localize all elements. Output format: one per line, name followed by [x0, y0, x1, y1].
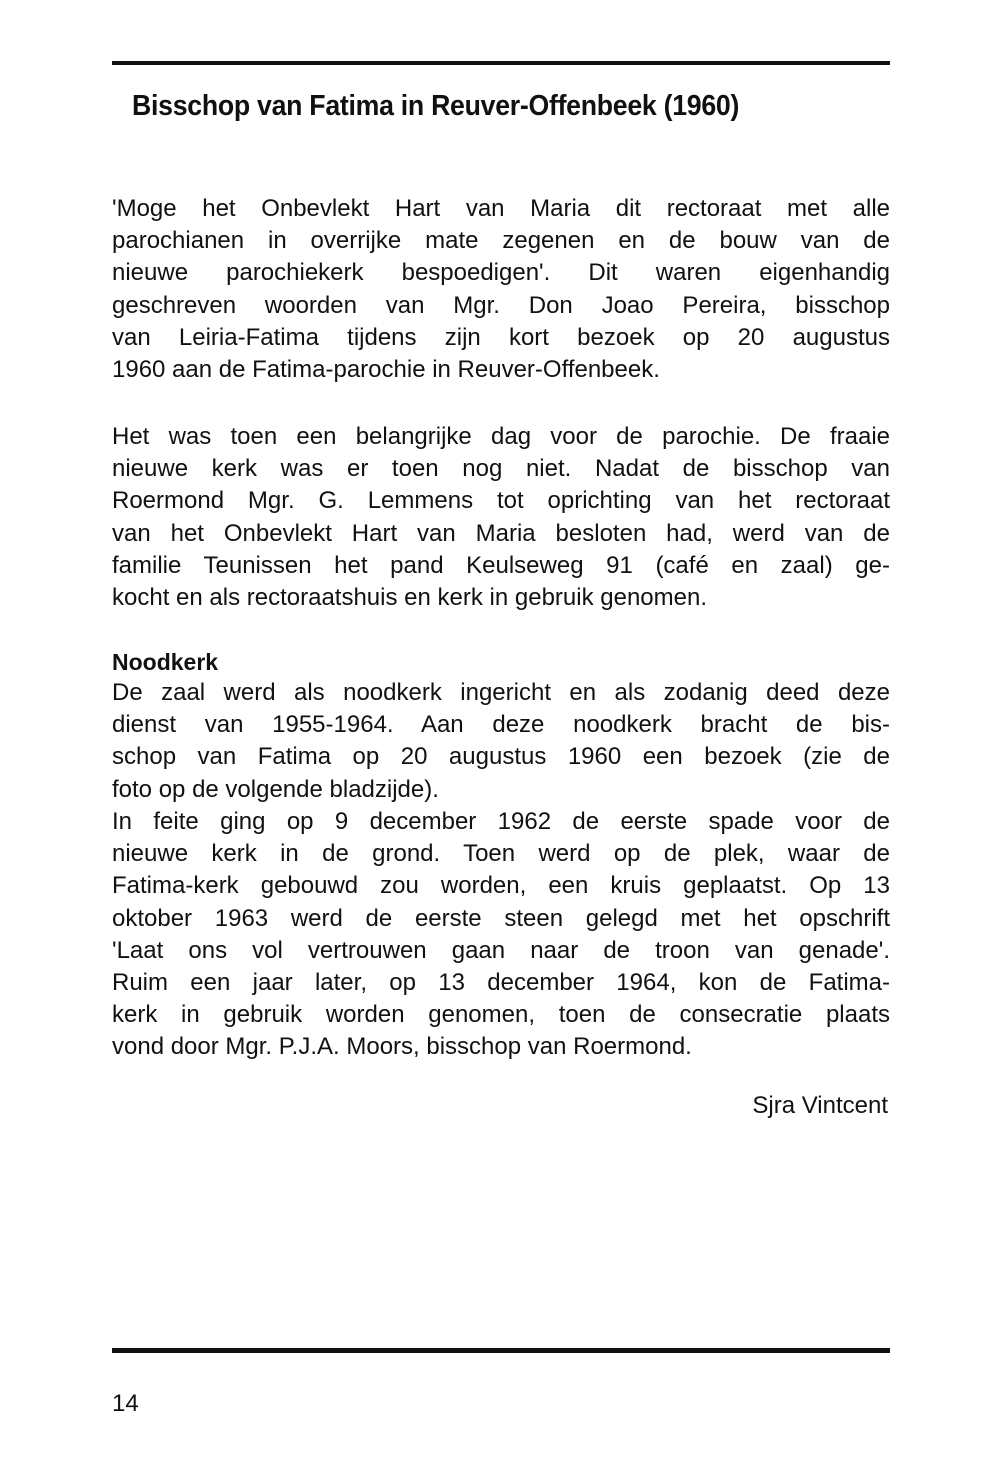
- text-line: 'Moge het Onbevlekt Hart van Maria dit rectoraat met alle: [112, 195, 890, 222]
- text-line: oktober 1963 werd de eerste steen gelegd met het opschrift: [112, 904, 890, 932]
- text-line: nieuwe kerk was er toen nog niet. Nadat de bisschop van: [112, 455, 890, 483]
- text-line: geschreven woorden van Mgr. Don Joao Pereira, bisschop: [112, 291, 890, 319]
- text-line: nieuwe kerk in de grond. Toen werd op de plek, waar de: [112, 840, 890, 868]
- text-line: familie Teunissen het pand Keulseweg 91 (café en zaal) ge-: [112, 551, 890, 579]
- bottom-rule: [112, 1348, 890, 1353]
- page-number: 14: [112, 1390, 139, 1417]
- paragraph-new-church: [112, 806, 890, 1064]
- text-line: Roermond Mgr. G. Lemmens tot oprichting van het rectoraat: [112, 487, 890, 515]
- text-line: parochianen in overrijke mate zegenen en de bouw van de: [112, 227, 890, 255]
- text-line: van Leiria-Fatima tijdens zijn kort bezoek op 20 augustus: [112, 323, 890, 351]
- paragraph-history: [112, 421, 890, 614]
- text-line: 1960 aan de Fatima-parochie in Reuver-Offenbeek.: [112, 355, 660, 383]
- text-line: kerk in gebruik worden genomen, toen de consecratie plaats: [112, 1001, 890, 1029]
- text-line: dienst van 1955-1964. Aan deze noodkerk bracht de bis-: [112, 711, 890, 739]
- paragraph-noodkerk: [112, 677, 890, 806]
- text-line: vond door Mgr. P.J.A. Moors, bisschop van Roermond.: [112, 1033, 692, 1061]
- text-line: kocht en als rectoraatshuis en kerk in gebruik genomen.: [112, 583, 707, 611]
- text-line: schop van Fatima op 20 augustus 1960 een bezoek (zie de: [112, 743, 890, 771]
- text-line: De zaal werd als noodkerk ingericht en als zodanig deed deze: [112, 679, 890, 706]
- text-line: In feite ging op 9 december 1962 de eerste spade voor de: [112, 808, 890, 835]
- section-heading: Noodkerk: [112, 649, 219, 675]
- text-line: Fatima-kerk gebouwd zou worden, een kruis geplaatst. Op 13: [112, 872, 890, 900]
- text-line: foto op de volgende bladzijde).: [112, 775, 439, 803]
- text-line: Ruim een jaar later, op 13 december 1964, kon de Fatima-: [112, 968, 890, 996]
- text-line: van het Onbevlekt Hart van Maria besloten had, werd van de: [112, 519, 890, 547]
- text-line: nieuwe parochiekerk bespoedigen'. Dit waren eigenhandig: [112, 259, 890, 287]
- text-line: 'Laat ons vol vertrouwen gaan naar de troon van genade'.: [112, 936, 890, 964]
- text-line: Het was toen een belangrijke dag voor de parochie. De fraaie: [112, 423, 890, 450]
- paragraph-intro: [112, 193, 890, 386]
- top-rule: [112, 61, 890, 65]
- page-title: Bisschop van Fatima in Reuver-Offenbeek (1960): [132, 90, 740, 122]
- author-signature: Sjra Vintcent: [752, 1092, 888, 1119]
